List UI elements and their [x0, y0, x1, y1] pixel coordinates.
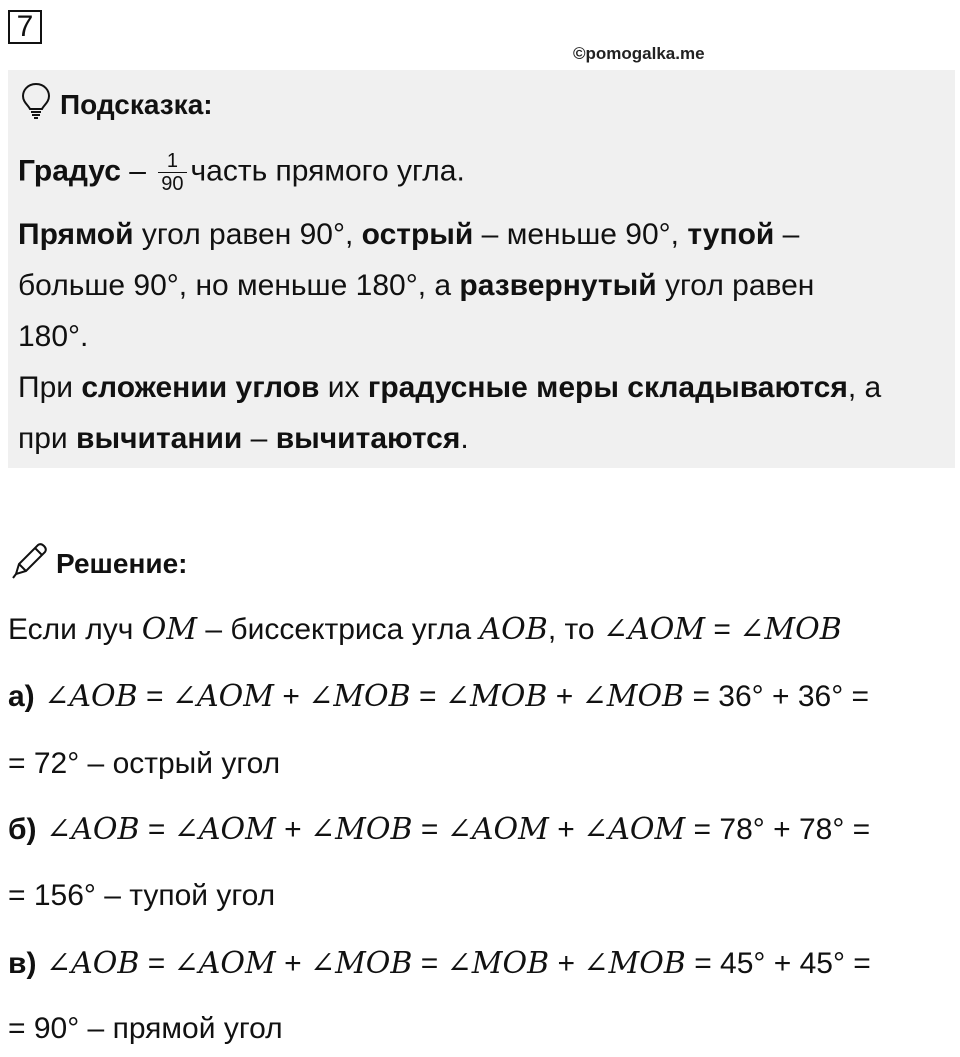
fraction — [158, 150, 186, 195]
term: сложении углов — [81, 371, 320, 404]
math: ∠AOM — [602, 612, 706, 647]
solution-b-line-2: = 156° – тупой угол — [8, 879, 276, 912]
solution-title-text: Решение: — [56, 547, 188, 579]
term: градусные меры складываются — [367, 371, 848, 404]
item-label: в) — [8, 947, 37, 980]
hint-title-text: Подсказка: — [60, 88, 213, 120]
item-label: а) — [8, 680, 35, 713]
math: ∠MOB — [444, 679, 548, 714]
solution-a-line-1 — [8, 679, 869, 714]
term: вычитаются — [275, 422, 461, 455]
lightbulb-icon — [20, 82, 52, 127]
text: = — [139, 947, 174, 980]
solution-b-line-1 — [8, 812, 870, 847]
pencil-icon — [10, 540, 48, 587]
math: ∠MOB — [739, 612, 842, 647]
math: ∠AOM — [583, 812, 686, 847]
hint-line-5 — [18, 371, 881, 405]
text: + — [274, 680, 309, 713]
text: + — [548, 813, 584, 846]
hint-line-2 — [18, 218, 799, 252]
hint-line-6 — [18, 422, 469, 456]
math: ∠MOB — [308, 679, 411, 714]
text: . — [460, 422, 469, 455]
text: + — [547, 680, 582, 713]
hint-line-4 — [18, 320, 88, 354]
solution-c-line-1 — [8, 946, 871, 981]
text: = 45° + 45° = — [685, 947, 871, 980]
watermark: ©pomogalka.me — [573, 44, 705, 63]
text: = — [705, 613, 740, 646]
solution-intro — [8, 612, 842, 647]
text: – — [120, 154, 155, 188]
text: = — [410, 680, 445, 713]
fraction-numerator: 1 — [158, 150, 186, 173]
math: ∠MOB — [583, 946, 686, 981]
text: + — [275, 947, 310, 980]
term: развернутый — [459, 269, 657, 302]
text: – меньше 90°, — [473, 218, 688, 251]
text: = — [412, 947, 447, 980]
hint-line-1 — [18, 150, 465, 195]
text: – — [242, 422, 276, 455]
task-number: 7 — [8, 10, 42, 44]
fraction-denominator: 90 — [161, 173, 184, 195]
text: , то — [547, 613, 603, 646]
math: ∠MOB — [309, 946, 413, 981]
math: AOB — [479, 612, 548, 647]
text: угол равен — [656, 269, 815, 302]
term: Прямой — [18, 218, 134, 251]
math: OM — [141, 612, 198, 647]
text: 180°. — [18, 320, 89, 353]
text: = 78° + 78° = — [685, 813, 871, 846]
term: тупой — [687, 218, 775, 251]
term-degree: Градус — [18, 154, 121, 188]
solution-title — [10, 540, 187, 587]
math: ∠AOB — [34, 679, 138, 714]
text: = — [137, 680, 172, 713]
term: острый — [361, 218, 474, 251]
solution-c-line-2: = 90° – прямой угол — [8, 1012, 283, 1045]
term: вычитании — [76, 422, 243, 455]
text: При — [18, 371, 82, 404]
text: Если луч — [8, 613, 142, 646]
math: ∠AOM — [173, 946, 276, 981]
text: часть прямого угла. — [190, 154, 465, 188]
math: ∠AOB — [36, 946, 140, 981]
math: ∠MOB — [310, 812, 413, 847]
hint-title — [20, 82, 213, 127]
text: – — [774, 218, 800, 251]
text: их — [319, 371, 368, 404]
text: + — [275, 813, 311, 846]
math: ∠AOB — [36, 812, 140, 847]
text: больше 90°, но меньше 180°, а — [18, 269, 460, 302]
solution-a-line-2: = 72° – острый угол — [8, 747, 281, 780]
item-label: б) — [8, 813, 37, 846]
hint-line-3 — [18, 269, 814, 303]
math: ∠AOM — [173, 812, 276, 847]
math: ∠MOB — [446, 946, 550, 981]
text: = 36° + 36° = — [684, 680, 870, 713]
math: ∠AOM — [446, 812, 549, 847]
math: ∠MOB — [581, 679, 685, 714]
text: – биссектриса угла — [197, 613, 480, 646]
text: + — [549, 947, 584, 980]
text: = — [139, 813, 174, 846]
text: , а — [847, 371, 882, 404]
text: угол равен 90°, — [133, 218, 362, 251]
text: = — [412, 813, 447, 846]
math: ∠AOM — [171, 679, 274, 714]
text: при — [18, 422, 77, 455]
